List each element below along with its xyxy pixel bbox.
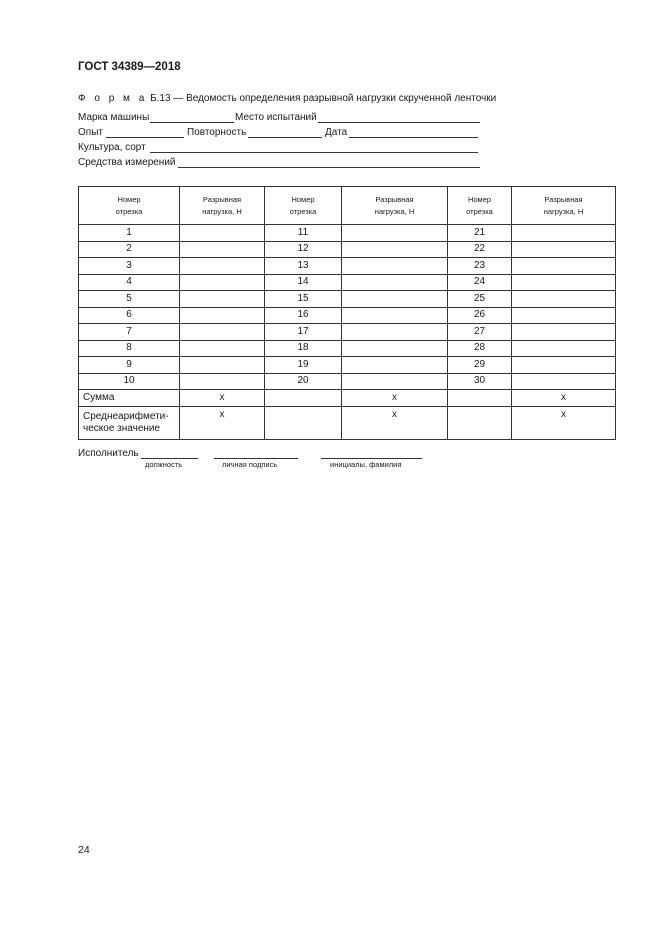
date-label: Дата — [325, 127, 348, 138]
table-row — [79, 225, 616, 242]
header-load: Разрывная нагрузка, Н — [180, 187, 265, 225]
culture-field[interactable] — [150, 152, 478, 153]
table-row — [79, 340, 616, 357]
mark-cell: х — [180, 390, 265, 407]
header-load: Разрывная нагрузка, Н — [342, 187, 448, 225]
segment-number-cell: 18 — [265, 340, 342, 357]
load-value-cell[interactable] — [512, 274, 616, 291]
segment-number-cell: 17 — [265, 324, 342, 341]
segment-number-cell: 13 — [265, 258, 342, 275]
header-load: Разрывная нагрузка, Н — [512, 187, 616, 225]
segment-number-cell: 10 — [79, 373, 180, 390]
load-value-cell[interactable] — [180, 340, 265, 357]
segment-number-cell: 4 — [79, 274, 180, 291]
segment-number-cell: 30 — [448, 373, 512, 390]
repetition-field[interactable] — [248, 137, 322, 138]
load-value-cell[interactable] — [180, 225, 265, 242]
segment-number-cell: 3 — [79, 258, 180, 275]
load-value-cell[interactable] — [512, 241, 616, 258]
breaking-load-table — [78, 186, 616, 440]
signature-caption: личная подпись — [222, 460, 278, 469]
load-value-cell[interactable] — [180, 241, 265, 258]
page-number: 24 — [78, 844, 90, 856]
table-cell[interactable] — [265, 406, 342, 439]
segment-number-cell: 25 — [448, 291, 512, 308]
load-value-cell[interactable] — [342, 241, 448, 258]
load-value-cell[interactable] — [342, 274, 448, 291]
load-value-cell[interactable] — [342, 307, 448, 324]
table-row — [79, 307, 616, 324]
segment-number-cell: 29 — [448, 357, 512, 374]
segment-number-cell: 12 — [265, 241, 342, 258]
load-value-cell[interactable] — [342, 340, 448, 357]
segment-number-cell: 19 — [265, 357, 342, 374]
average-row — [79, 406, 616, 439]
mark-cell: х — [342, 390, 448, 407]
segment-number-cell: 6 — [79, 307, 180, 324]
position-field[interactable] — [141, 458, 198, 459]
form-caption — [78, 93, 496, 104]
table-cell[interactable] — [265, 390, 342, 407]
position-caption: должность — [145, 460, 183, 469]
table-row — [79, 324, 616, 341]
document-title: ГОСТ 34389—2018 — [78, 61, 181, 73]
segment-number-cell: 8 — [79, 340, 180, 357]
load-value-cell[interactable] — [512, 307, 616, 324]
segment-number-cell: 7 — [79, 324, 180, 341]
mark-cell: х — [512, 406, 616, 439]
load-value-cell[interactable] — [180, 307, 265, 324]
table-row — [79, 241, 616, 258]
segment-number-cell: 20 — [265, 373, 342, 390]
experiment-label: Опыт — [78, 127, 103, 138]
table-row — [79, 373, 616, 390]
segment-number-cell: 14 — [265, 274, 342, 291]
mark-cell: х — [512, 390, 616, 407]
segment-number-cell: 9 — [79, 357, 180, 374]
table-row — [79, 258, 616, 275]
load-value-cell[interactable] — [342, 324, 448, 341]
segment-number-cell: 24 — [448, 274, 512, 291]
load-value-cell[interactable] — [342, 357, 448, 374]
segment-number-cell: 22 — [448, 241, 512, 258]
load-value-cell[interactable] — [512, 340, 616, 357]
table-row — [79, 274, 616, 291]
form-word: Ф о р м а — [78, 93, 148, 104]
load-value-cell[interactable] — [342, 291, 448, 308]
segment-number-cell: 15 — [265, 291, 342, 308]
segment-number-cell: 5 — [79, 291, 180, 308]
test-place-field[interactable] — [318, 122, 480, 123]
load-value-cell[interactable] — [180, 373, 265, 390]
instruments-label: Средства измерений — [78, 157, 176, 168]
load-value-cell[interactable] — [180, 274, 265, 291]
header-segment-no: Номер отрезка — [265, 187, 342, 225]
load-value-cell[interactable] — [342, 258, 448, 275]
executor-label: Исполнитель — [78, 448, 139, 459]
header-segment-no: Номер отрезка — [448, 187, 512, 225]
table-row — [79, 291, 616, 308]
machine-brand-field[interactable] — [150, 122, 234, 123]
experiment-field[interactable] — [106, 137, 184, 138]
sum-row — [79, 390, 616, 407]
date-field[interactable] — [349, 137, 478, 138]
form-caption-text: Б.13 — Ведомость определения разрывной нагрузки скрученной ленточки — [150, 93, 497, 104]
load-value-cell[interactable] — [342, 373, 448, 390]
load-value-cell[interactable] — [180, 291, 265, 308]
load-value-cell[interactable] — [342, 225, 448, 242]
segment-number-cell: 2 — [79, 241, 180, 258]
table-row — [79, 357, 616, 374]
header-segment-no: Номер отрезка — [79, 187, 180, 225]
table-cell[interactable] — [448, 390, 512, 407]
segment-number-cell: 21 — [448, 225, 512, 242]
segment-number-cell: 16 — [265, 307, 342, 324]
load-value-cell[interactable] — [512, 291, 616, 308]
segment-number-cell: 26 — [448, 307, 512, 324]
segment-number-cell: 23 — [448, 258, 512, 275]
signature-field[interactable] — [214, 458, 298, 459]
load-value-cell[interactable] — [180, 357, 265, 374]
load-value-cell[interactable] — [512, 324, 616, 341]
segment-number-cell: 1 — [79, 225, 180, 242]
repetition-label: Повторность — [187, 127, 247, 138]
average-label: Среднеарифмети- ческое значение — [79, 406, 180, 439]
mark-cell: х — [180, 406, 265, 439]
instruments-field[interactable] — [178, 167, 480, 168]
load-value-cell[interactable] — [512, 258, 616, 275]
initials-caption: инициалы, фамилия — [330, 460, 402, 469]
load-value-cell[interactable] — [512, 225, 616, 242]
culture-label: Культура, сорт — [78, 142, 146, 153]
load-value-cell[interactable] — [180, 324, 265, 341]
initials-field[interactable] — [321, 458, 422, 459]
segment-number-cell: 11 — [265, 225, 342, 242]
sum-label: Сумма — [79, 390, 180, 407]
load-value-cell[interactable] — [512, 357, 616, 374]
mark-cell: х — [342, 406, 448, 439]
load-value-cell[interactable] — [180, 258, 265, 275]
load-value-cell[interactable] — [512, 373, 616, 390]
segment-number-cell: 28 — [448, 340, 512, 357]
test-place-label: Место испытаний — [235, 112, 317, 123]
segment-number-cell: 27 — [448, 324, 512, 341]
machine-brand-label: Марка машины — [78, 112, 150, 123]
table-cell[interactable] — [448, 406, 512, 439]
table-header-row — [79, 187, 616, 225]
